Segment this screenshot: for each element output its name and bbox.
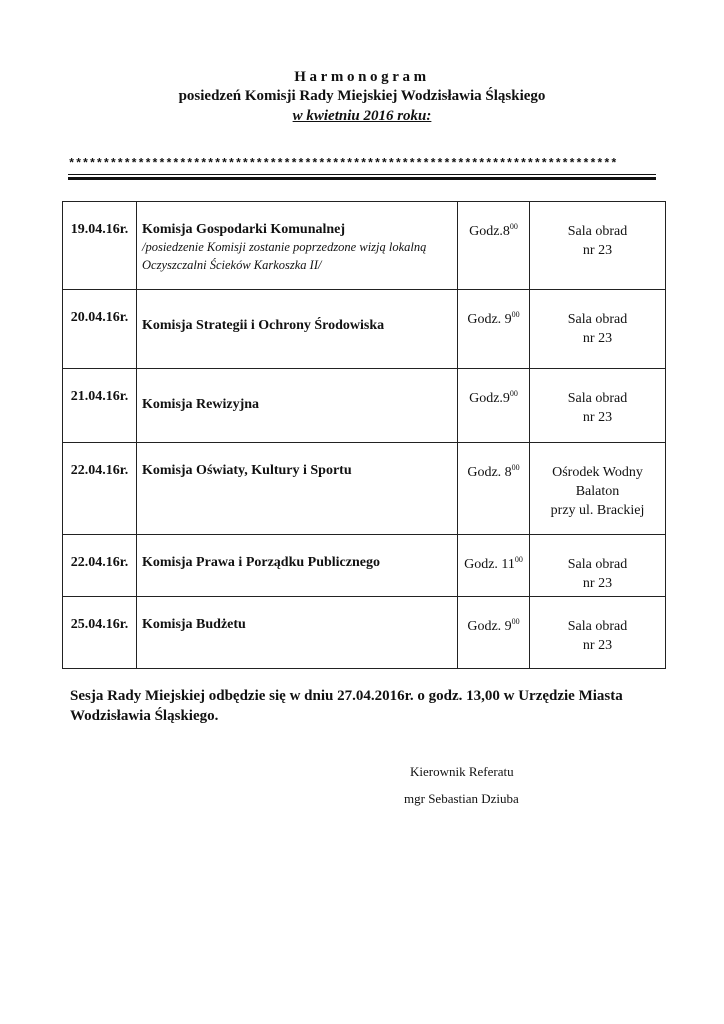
meeting-place <box>530 202 666 290</box>
time-minutes: 00 <box>511 617 520 626</box>
place-line: Ośrodek Wodny <box>552 465 643 480</box>
time-prefix: Godz. <box>467 465 505 480</box>
time-hour: 9 <box>504 312 512 327</box>
table-row <box>63 369 666 443</box>
session-notice-line: Sesja Rady Miejskiej odbędzie się w dniu 27.04.2016r. o godz. 13,00 w Urzędzie Miasta <box>70 688 623 704</box>
committee-name: Komisja Oświaty, Kultury i Sportu <box>142 463 352 478</box>
committee-name: Komisja Strategii i Ochrony Środowiska <box>142 318 385 333</box>
place-line: przy ul. Brackiej <box>550 503 645 518</box>
time-hour: 11 <box>501 557 515 572</box>
table-row <box>63 597 666 669</box>
table-row <box>63 202 666 290</box>
time-hour: 8 <box>502 224 510 239</box>
meeting-date: 25.04.16r. <box>63 597 137 669</box>
place-line: Balaton <box>575 484 620 499</box>
place-line: nr 23 <box>582 331 613 346</box>
meeting-time <box>458 443 530 535</box>
meeting-place <box>530 369 666 443</box>
committee-cell <box>137 597 458 669</box>
meeting-place <box>530 290 666 369</box>
committee-name: Komisja Rewizyjna <box>142 397 260 412</box>
thin-divider <box>68 174 656 175</box>
time-prefix: Godz. <box>464 557 502 572</box>
time-hour: 9 <box>504 619 512 634</box>
time-prefix: Godz. <box>467 619 505 634</box>
meeting-place <box>530 597 666 669</box>
time-hour: 8 <box>504 465 512 480</box>
meeting-time <box>458 535 530 597</box>
time-prefix: Godz. <box>467 312 505 327</box>
time-minutes: 00 <box>511 310 520 319</box>
time-minutes: 00 <box>509 389 518 398</box>
session-notice <box>70 686 670 726</box>
place-line: Sala obrad <box>567 224 628 239</box>
time-prefix: Godz. <box>469 224 503 239</box>
committee-cell <box>137 369 458 443</box>
place-line: Sala obrad <box>567 312 628 327</box>
meeting-place <box>530 535 666 597</box>
meeting-time <box>458 597 530 669</box>
meeting-time <box>458 290 530 369</box>
schedule-table <box>62 201 666 669</box>
time-prefix: Godz. <box>469 391 503 406</box>
committee-cell <box>137 202 458 290</box>
signature-name: mgr Sebastian Dziuba <box>404 791 519 806</box>
committee-cell <box>137 443 458 535</box>
committee-cell <box>137 290 458 369</box>
place-line: Sala obrad <box>567 619 628 634</box>
place-line: Sala obrad <box>567 557 628 572</box>
document-period: w kwietniu 2016 roku: <box>292 108 432 124</box>
time-minutes: 00 <box>509 222 518 231</box>
committee-name: Komisja Budżetu <box>142 617 246 632</box>
document-title: Harmonogram <box>294 69 430 85</box>
committee-note: /posiedzenie Komisji zostanie poprzedzone wizją lokalną Oczyszczalni Ścieków Karkoszka II/ <box>142 240 427 272</box>
committee-cell <box>137 535 458 597</box>
place-line: nr 23 <box>582 576 613 591</box>
meeting-time <box>458 369 530 443</box>
meeting-date: 19.04.16r. <box>63 202 137 290</box>
session-notice-line: Wodzisławia Śląskiego. <box>70 708 219 724</box>
committee-name: Komisja Gospodarki Komunalnej <box>142 222 346 237</box>
asterisk-separator: ******************************************************************************* <box>68 157 618 171</box>
table-row <box>63 443 666 535</box>
meeting-date: 20.04.16r. <box>63 290 137 369</box>
meeting-date: 21.04.16r. <box>63 369 137 443</box>
table-row <box>63 290 666 369</box>
time-minutes: 00 <box>511 463 520 472</box>
meeting-date: 22.04.16r. <box>63 535 137 597</box>
meeting-date: 22.04.16r. <box>63 443 137 535</box>
signature-role: Kierownik Referatu <box>410 764 514 779</box>
place-line: nr 23 <box>582 410 613 425</box>
thick-divider <box>68 177 656 180</box>
meeting-place <box>530 443 666 535</box>
time-minutes: 00 <box>514 555 523 564</box>
place-line: Sala obrad <box>567 391 628 406</box>
document-subtitle: posiedzeń Komisji Rady Miejskiej Wodzisławia Śląskiego <box>178 88 546 104</box>
meeting-time <box>458 202 530 290</box>
table-row <box>63 535 666 597</box>
time-hour: 9 <box>502 391 510 406</box>
place-line: nr 23 <box>582 243 613 258</box>
committee-name: Komisja Prawa i Porządku Publicznego <box>142 555 380 570</box>
place-line: nr 23 <box>582 638 613 653</box>
